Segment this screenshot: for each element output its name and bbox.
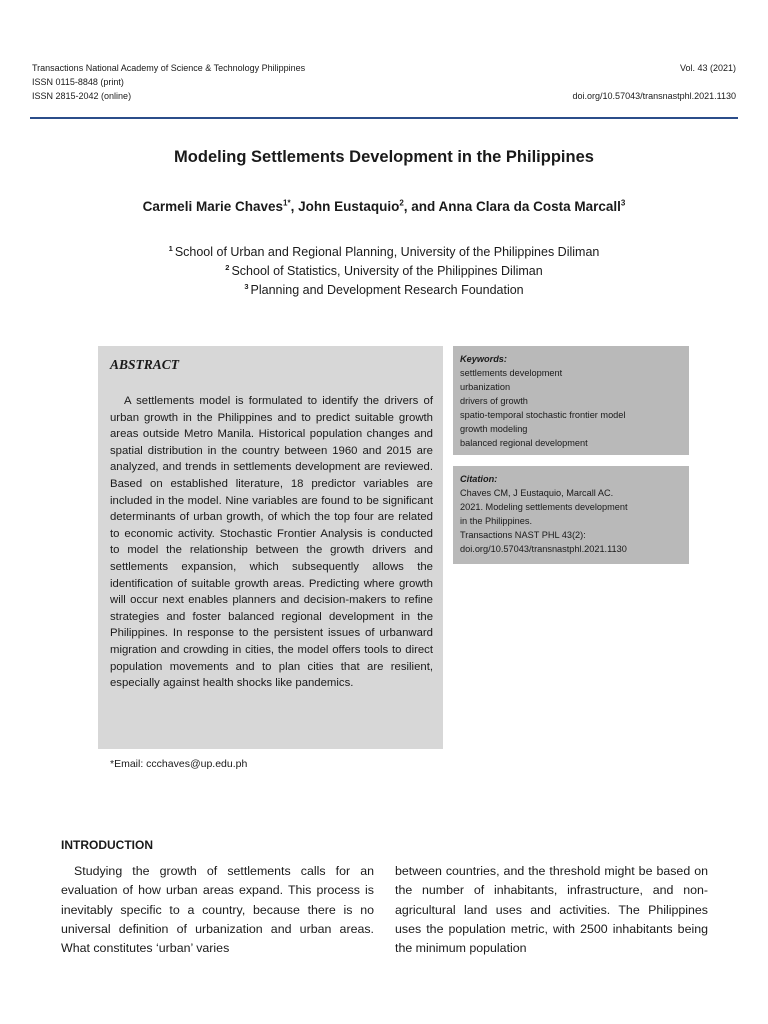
section-heading-introduction: INTRODUCTION	[61, 838, 153, 852]
author-name: Anna Clara da Costa Marcall	[438, 199, 621, 214]
abstract-heading: ABSTRACT	[110, 357, 180, 372]
affiliation-number: 1	[168, 243, 173, 253]
volume-header	[573, 61, 736, 103]
author-list	[0, 199, 768, 214]
affiliation-list	[0, 243, 768, 300]
volume: Vol. 43 (2021)	[679, 63, 736, 73]
journal-header	[32, 61, 305, 103]
affiliation-number: 3	[244, 281, 249, 291]
affiliation-text: School of Statistics, University of the Philippines Diliman	[231, 264, 543, 278]
author-superscript: 3	[620, 198, 626, 208]
keyword: balanced regional development	[460, 438, 588, 448]
keyword: growth modeling	[460, 424, 528, 434]
keywords-label: Keywords:	[460, 354, 507, 364]
author-name: John Eustaquio	[298, 199, 400, 214]
keyword: urbanization	[460, 382, 511, 392]
keyword: settlements development	[460, 368, 563, 378]
abstract-box	[98, 346, 443, 749]
keywords-box	[453, 346, 689, 455]
keyword: drivers of growth	[460, 396, 528, 406]
body-text-right-column: between countries, and the threshold might be based on the number of inhabitants, infrastructure, and non-agricultural land uses and activities. The Philippines uses the population metric, with 2500 inhabitants being the minimum population	[395, 864, 708, 956]
citation-line: Chaves CM, J Eustaquio, Marcall AC.	[460, 488, 614, 498]
header-rule	[30, 117, 738, 119]
doi-link[interactable]: doi.org/10.57043/transnastphl.2021.1130	[572, 91, 736, 101]
journal-name: Transactions National Academy of Science & Technology Philippines	[32, 63, 306, 73]
citation-line: in the Philippines.	[460, 516, 533, 526]
author-name: Carmeli Marie Chaves	[142, 199, 283, 214]
author-superscript: 1*	[283, 198, 291, 208]
author-separator: ,	[290, 199, 299, 214]
corresponding-email[interactable]: *Email: ccchaves@up.edu.ph	[110, 758, 248, 770]
citation-box	[453, 466, 689, 564]
citation-line: 2021. Modeling settlements development	[460, 502, 628, 512]
affiliation	[0, 281, 768, 300]
author-superscript: 2	[399, 198, 404, 208]
affiliation-text: Planning and Development Research Foundation	[250, 283, 524, 297]
affiliation	[0, 262, 768, 281]
issn-print: ISSN 0115-8848 (print)	[32, 77, 124, 87]
citation-line: Transactions NAST PHL 43(2):	[460, 530, 586, 540]
citation-label: Citation:	[460, 474, 498, 484]
affiliation-number: 2	[225, 262, 230, 272]
citation-doi[interactable]: doi.org/10.57043/transnastphl.2021.1130	[460, 544, 627, 554]
author-separator: , and	[403, 199, 439, 214]
keyword: spatio-temporal stochastic frontier model	[460, 410, 626, 420]
paper-title: Modeling Settlements Development in the Philippines	[174, 148, 594, 166]
abstract-text: A settlements model is formulated to identify the drivers of urban growth in the Philippines and to predict suitable growth areas outside Metro Manila. Historical population changes and spatial distribution in the country between 1960 and 2015 are analyzed, and trends in settlements development are reviewed. Based on established literature, 18 predictor variables are included in the model. Nine variables are found to be significant determinants of urban growth, of which the top four are related to economic activity. Stochastic Frontier Analysis is conducted to model the relationship between the growth drivers and settlements expansion, which subsequently allows the identification of suitable growth areas. Predicting where growth will occur next enables planners and decision-makers to refine strategies and foster balanced regional development in the Philippines. In response to the persistent issues of urbanward migration and crowding in cities, the model offers tools to direct population movements and to plan cities that are resilient, especially against health shocks like pandemics.	[110, 395, 433, 690]
issn-online: ISSN 2815-2042 (online)	[32, 91, 132, 101]
body-text-left-column: Studying the growth of settlements calls for an evaluation of how urban areas expand. This process is inevitably specific to a country, because there is no universal definition of urbanization and urban areas. What constitutes ‘urban’ varies	[61, 864, 374, 956]
affiliation-text: School of Urban and Regional Planning, University of the Philippines Diliman	[174, 245, 600, 259]
affiliation	[0, 243, 768, 262]
